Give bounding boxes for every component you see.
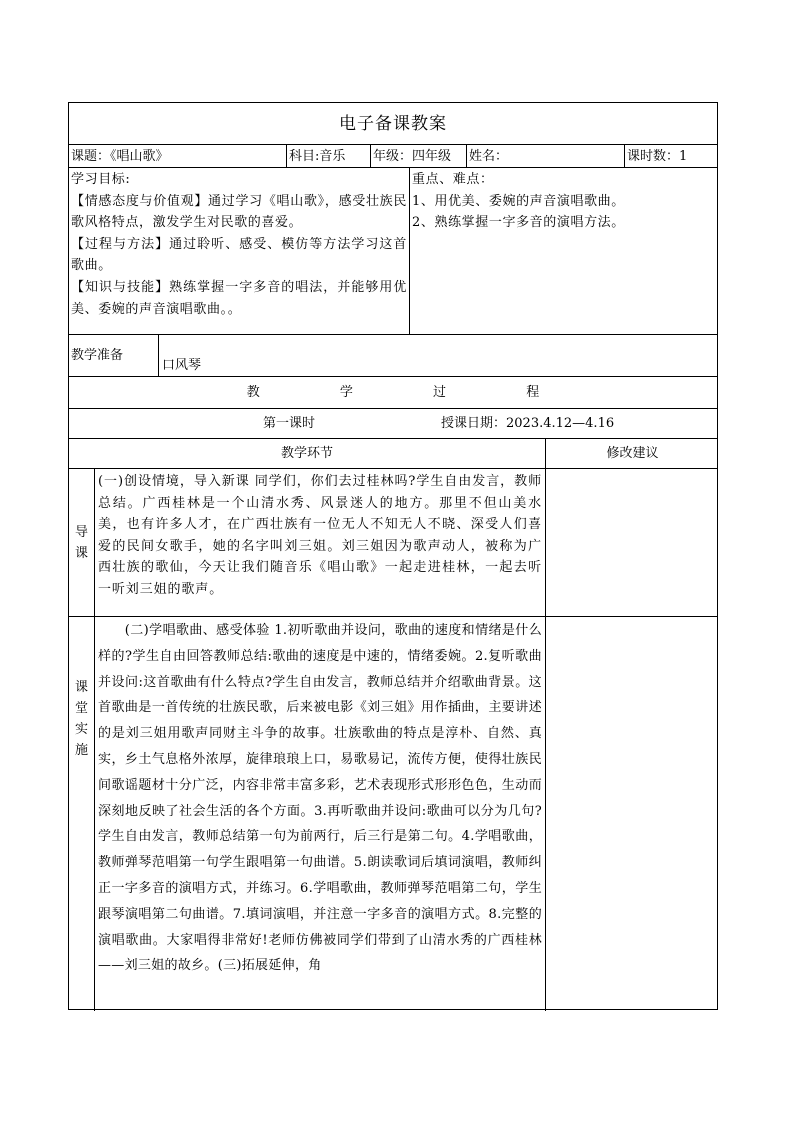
hours-field: 课时数：1 [627,149,688,164]
topic-field: 课题：《唱山歌》 [71,149,169,164]
title-row [69,103,717,145]
info-row [69,145,717,168]
section-intro [69,469,717,617]
suggestion-cell [546,469,719,616]
preparation-value: 口风琴 [162,358,202,373]
key-point-2: 2、熟练掌握一字多音的演唱方法。 [412,215,625,231]
process-header-row [69,377,717,409]
suggestion-cell [546,617,719,1011]
objectives-cell [69,168,410,334]
preparation-label: 教学准备 [71,348,124,363]
key-points-label: 重点、难点： [412,172,494,187]
doc-title: 电子备课教案 [339,114,447,134]
steps-header: 教学环节 [280,446,333,461]
objectives-row [69,168,717,335]
process-header: 教 学 过 程 [246,385,578,400]
section-label: 导课 [74,524,88,561]
lesson-date: 授课日期：2023.4.12—4.16 [441,416,615,431]
objective-emotion: 【情感态度与价值观】通过学习《唱山歌》，感受壮族民歌风格特点，激发学生对民歌的喜爱。 [71,193,407,231]
suggestions-header: 修改建议 [606,446,659,461]
section-text: (二)学唱歌曲、感受体验 1.初听歌曲并设问，歌曲的速度和情绪是什么样的?学生自由回答教师总结:歌曲的速度是中速的，情绪委婉。2.复听歌曲并设问:这首歌曲有什么特点?学生自由发言，教师总结并介绍歌曲背景。这首歌曲是一首传统的壮族民歌，后来被电影《刘三姐》用作插曲，主要讲述的是刘三姐用歌声同财主斗争的故事。壮族歌曲的特点是淳朴、自然、真实，乡土气息格外浓厚，旋律琅琅上口，易歌易记，流传方便，使得壮族民间歌谣题材十分广泛，内容非常丰富多彩，艺术表现形式形形色色，生动而深刻地反映了社会生活的各个方面。3.再听歌曲并设问:歌曲可以分为几句?学生自由发言，教师总结第一句为前两行，后三行是第二句。4.学唱歌曲，教师弹琴范唱第一句学生跟唱第一句曲谱。5.朗读歌词后填词演唱，教师纠正一字多音的演唱方式，并练习。6.学唱歌曲，教师弹琴范唱第二句，学生跟琴演唱第二句曲谱。7.填词演唱，并注意一字多音的演唱方式。8.完整的演唱歌曲。大家唱得非常好!老师仿佛被同学们带到了山清水秀的广西桂林——刘三姐的故乡。(三)拓展延伸，角 [98,623,542,974]
objective-skills: 【知识与技能】熟练掌握一字多音的唱法，并能够用优美、委婉的声音演唱歌曲。。 [71,279,407,317]
section-label: 课堂实施 [74,680,88,758]
lesson-plan-table [68,102,718,1010]
name-field: 姓名： [469,149,509,164]
objective-process: 【过程与方法】通过聆听、感受、模仿等方法学习这首歌曲。 [71,236,407,274]
subject-field: 科目:音乐 [289,149,346,164]
column-header-row [69,439,717,469]
section-implementation [69,617,717,1011]
grade-field: 年级：四年级 [373,149,452,164]
lesson-row [69,409,717,439]
section-text: (一)创设情境，导入新课 同学们，你们去过桂林吗?学生自由发言，教师总结。广西桂林是一个山清水秀、风景迷人的地方。那里不但山美水美，也有许多人才，在广西壮族有一位无人不知无人不晓、深受人们喜爱的民间女歌手，她的名字叫刘三姐。刘三姐因为歌声动人，被称为广西壮族的歌仙，今天让我们随音乐《唱山歌》一起走进桂林，一起去听一听刘三姐的歌声。 [98,474,542,597]
lesson-period: 第一课时 [263,416,316,431]
objectives-label: 学习目标: [71,172,131,187]
key-point-1: 1、用优美、委婉的声音演唱歌曲。 [412,193,625,209]
key-points-cell [410,168,719,334]
preparation-row [69,335,717,377]
